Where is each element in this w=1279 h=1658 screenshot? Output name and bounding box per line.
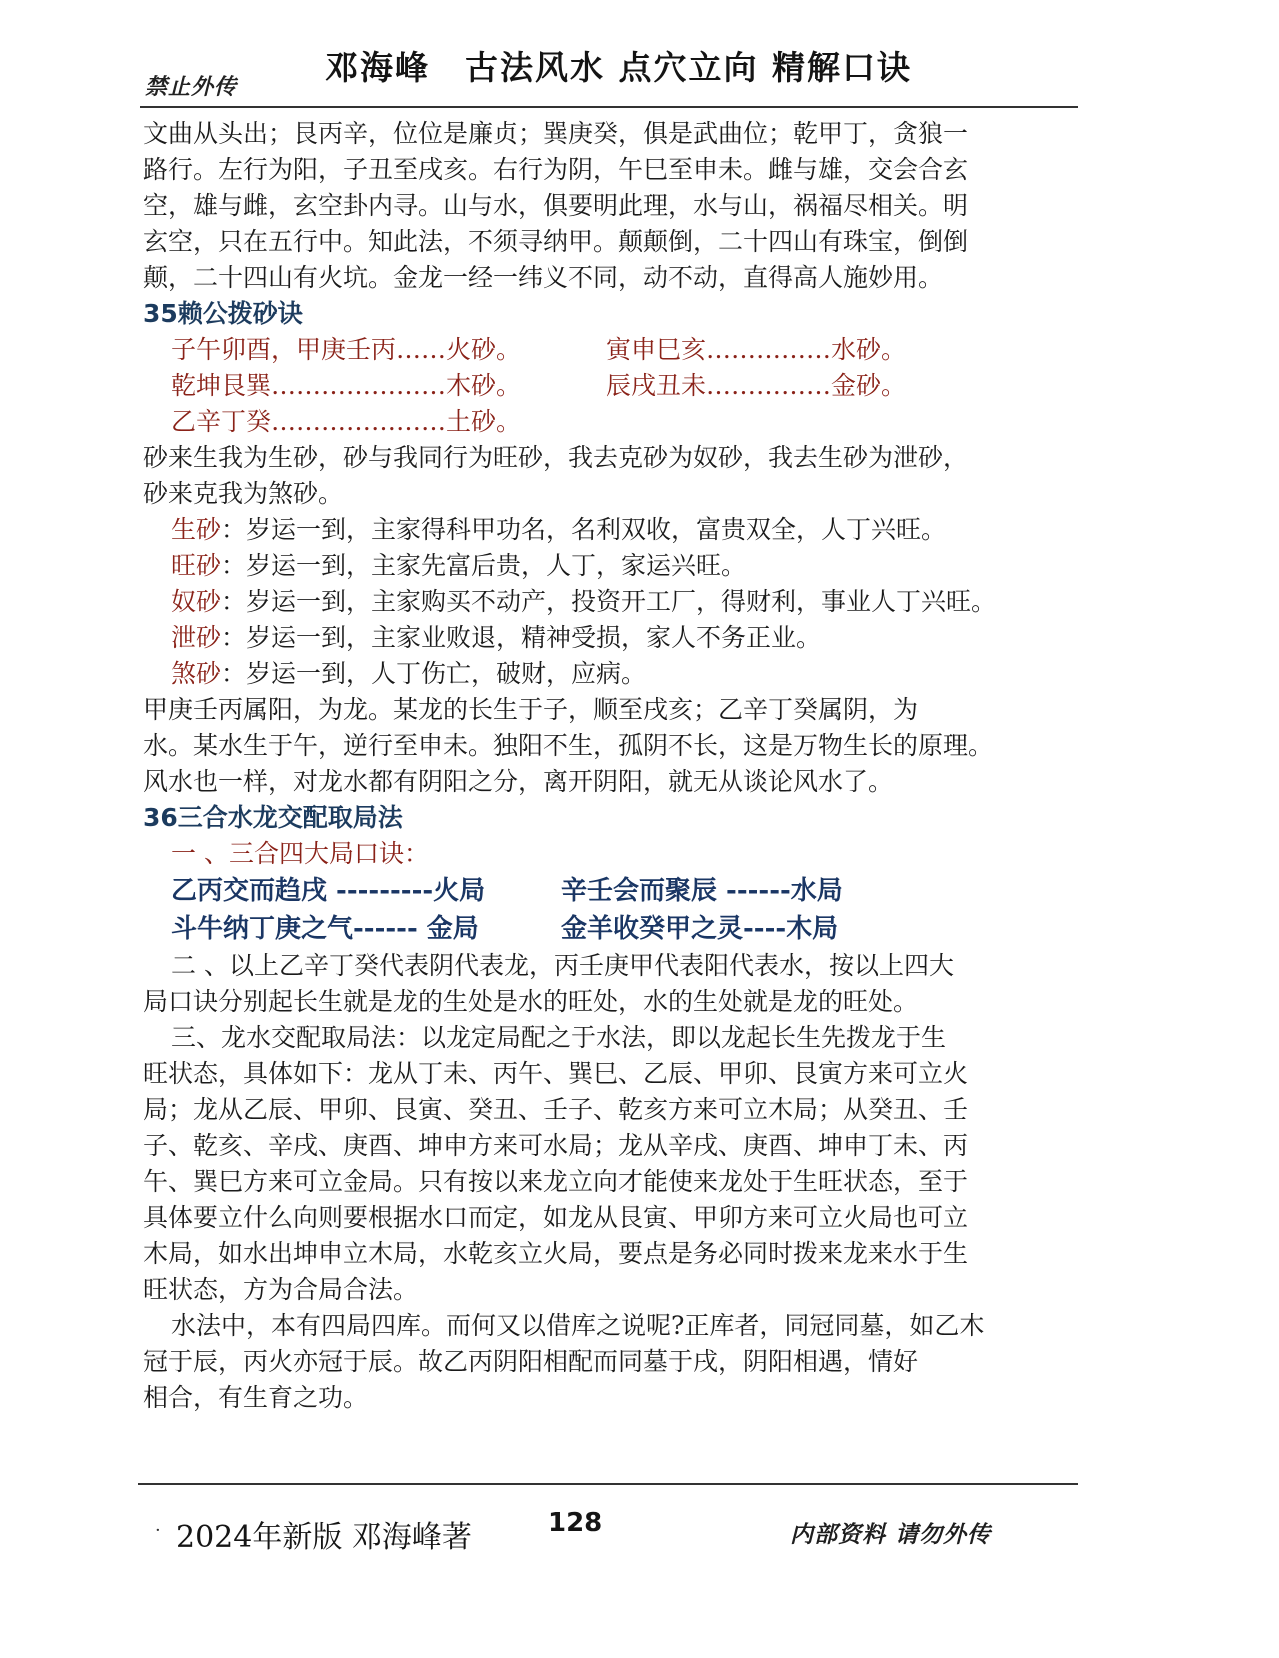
page-header-title: 邓海峰 古法风水 点穴立向 精解口诀 [325, 48, 912, 87]
sand-entry: 乾坤艮巽…………………木砂。 [171, 371, 522, 400]
sand-effect-text: ：岁运一到，主家业败退，精神受损，家人不务正业。 [221, 623, 822, 652]
page-body [143, 116, 1098, 1416]
sand-effect-item [143, 512, 1098, 548]
text-line: 旺状态，具体如下：龙从丁未、丙午、巽巳、乙辰、甲卯、艮寅方来可立火 [143, 1059, 969, 1088]
text-line: 空，雄与雌，玄空卦内寻。山与水，俱要明此理，水与山，祸福尽相关。明 [143, 191, 969, 220]
formula-entry: 金羊收癸甲之灵----木局 [561, 914, 839, 944]
text-line: 砂来克我为煞砂。 [143, 479, 344, 508]
sand-entry: 乙辛丁癸…………………土砂。 [171, 407, 522, 436]
text-line: 玄空，只在五行中。知此法，不须寻纳甲。颠颠倒，二十四山有珠宝，倒倒 [143, 227, 969, 256]
subheading-four-formulas: 一 、三合四大局口诀： [171, 839, 429, 868]
yin-yang-paragraph [143, 692, 1098, 800]
text-line: 甲庚壬丙属阳，为龙。某龙的长生于子，顺至戌亥；乙辛丁癸属阴，为 [143, 695, 919, 724]
text-line: 三、龙水交配取局法：以龙定局配之于水法，即以龙起长生先拨龙于生 [171, 1023, 947, 1052]
text-line: 午、巽巳方来可立金局。只有按以来龙立向才能使来龙处于生旺状态，至于 [143, 1167, 969, 1196]
sand-label: 煞砂 [171, 659, 222, 688]
formula-row [143, 910, 1098, 948]
sand-entry: 子午卯酉，甲庚壬丙……火砂。 [171, 335, 522, 364]
text-line: 旺状态，方为合局合法。 [143, 1275, 419, 1304]
sand-label: 生砂 [171, 515, 222, 544]
formula-table [143, 872, 1098, 948]
sand-label: 奴砂 [171, 587, 222, 616]
text-line: 二 、以上乙辛丁癸代表阴代表龙，丙壬庚甲代表阳代表水，按以上四大 [171, 951, 954, 980]
text-line: 具体要立什么向则要根据水口而定，如龙从艮寅、甲卯方来可立火局也可立 [143, 1203, 969, 1232]
text-line: 水。某水生于午，逆行至申未。独阳不生，孤阴不长，这是万物生长的原理。 [143, 731, 994, 760]
sand-row [143, 404, 1098, 440]
footer-mark: · [155, 1520, 161, 1541]
sand-label: 泄砂 [171, 623, 222, 652]
sand-row [143, 332, 1098, 368]
intro-paragraph [143, 116, 1098, 296]
sand-effect-item [143, 656, 1098, 692]
text-line: 文曲从头出；艮丙辛，位位是廉贞；巽庚癸，俱是武曲位；乾甲丁，贪狼一 [143, 119, 969, 148]
paragraph-three [143, 1020, 1098, 1308]
paragraph-four [143, 1308, 1098, 1416]
text-line: 子、乾亥、辛戌、庚酉、坤申方来可水局；龙从辛戌、庚酉、坤申丁未、丙 [143, 1131, 969, 1160]
header-divider [140, 106, 1078, 108]
footer-edition: 2024年新版 邓海峰著 [176, 1520, 472, 1555]
sand-entry: 辰戌丑未……………金砂。 [606, 371, 907, 400]
text-line: 路行。左行为阳，子丑至戌亥。右行为阴，午巳至申未。雌与雄，交会合玄 [143, 155, 969, 184]
footer-divider [138, 1483, 1078, 1485]
sand-effect-text: ：岁运一到，主家先富后贵，人丁，家运兴旺。 [221, 551, 747, 580]
text-line: 风水也一样，对龙水都有阴阳之分，离开阴阳，就无从谈论风水了。 [143, 767, 894, 796]
formula-entry: 辛壬会而聚辰 ------水局 [561, 876, 843, 906]
text-line: 相合，有生育之功。 [143, 1383, 369, 1412]
sand-description [143, 440, 1098, 512]
section-heading-35: 35赖公拨砂诀 [143, 299, 303, 328]
formula-entry: 乙丙交而趋戌 ---------火局 [171, 876, 486, 906]
sand-effect-text: ：岁运一到，主家得科甲功名，名利双收，富贵双全，人丁兴旺。 [221, 515, 947, 544]
sand-entry: 寅申巳亥……………水砂。 [606, 335, 907, 364]
text-line: 木局，如水出坤申立木局，水乾亥立火局，要点是务必同时拨来龙来水于生 [143, 1239, 969, 1268]
sand-effects-list [143, 512, 1098, 692]
sand-effect-text: ：岁运一到，主家购买不动产，投资开工厂，得财利，事业人丁兴旺。 [221, 587, 997, 616]
sand-table [143, 332, 1098, 440]
formula-row [143, 872, 1098, 910]
text-line: 局口诀分别起长生就是龙的生处是水的旺处，水的生处就是龙的旺处。 [143, 987, 919, 1016]
sand-effect-text: ：岁运一到，人丁伤亡，破财，应病。 [221, 659, 647, 688]
header-stamp: 禁止外传 [145, 74, 238, 100]
text-line: 水法中，本有四局四库。而何又以借库之说呢?正库者，同冠同墓，如乙木 [171, 1311, 985, 1340]
text-line: 冠于辰，丙火亦冠于辰。故乙丙阴阳相配而同墓于戌，阴阳相遇，情好 [143, 1347, 919, 1376]
footer-stamp: 内部资料 请勿外传 [790, 1521, 992, 1548]
text-line: 砂来生我为生砂，砂与我同行为旺砂，我去克砂为奴砂，我去生砂为泄砂， [143, 443, 969, 472]
sand-label: 旺砂 [171, 551, 222, 580]
sand-effect-item [143, 548, 1098, 584]
sand-effect-item [143, 620, 1098, 656]
page-number: 128 [548, 1508, 603, 1538]
sand-row [143, 368, 1098, 404]
paragraph-two [143, 948, 1098, 1020]
section-heading-36: 36三合水龙交配取局法 [143, 803, 403, 832]
text-line: 颠，二十四山有火坑。金龙一经一纬义不同，动不动，直得高人施妙用。 [143, 263, 944, 292]
formula-entry: 斗牛纳丁庚之气------ 金局 [171, 914, 479, 944]
text-line: 局；龙从乙辰、甲卯、艮寅、癸丑、壬子、乾亥方来可立木局；从癸丑、壬 [143, 1095, 969, 1124]
sand-effect-item [143, 584, 1098, 620]
